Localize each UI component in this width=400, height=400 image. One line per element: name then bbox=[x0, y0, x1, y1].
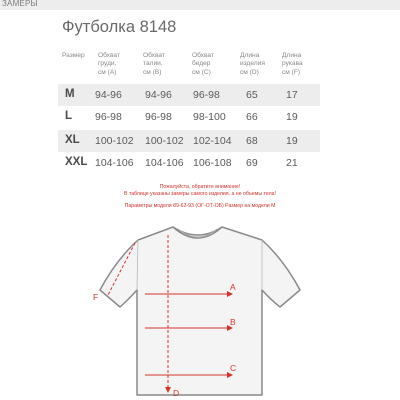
column-header-line: см (D) bbox=[240, 68, 259, 76]
note-measurements: В таблице указаны замеры самого изделия, а не объемы тела! bbox=[124, 191, 276, 197]
waist-cell: 100-102 bbox=[145, 135, 184, 147]
column-header-line: см (С) bbox=[192, 68, 211, 76]
column-header-line: Размер bbox=[62, 52, 85, 59]
header-bar bbox=[0, 0, 400, 10]
length-cell: 65 bbox=[246, 89, 258, 101]
column-header-line: Обхват bbox=[192, 52, 214, 59]
length-cell: 69 bbox=[246, 157, 258, 169]
column-header-line: бедер bbox=[192, 60, 211, 68]
column-header-length bbox=[240, 52, 265, 77]
hips-cell: 102-104 bbox=[193, 135, 232, 147]
column-header-line: груди, bbox=[98, 60, 117, 68]
column-header-line: рукава bbox=[282, 60, 303, 68]
waist-cell: 94-96 bbox=[145, 89, 172, 101]
sleeve-cell: 19 bbox=[286, 111, 298, 123]
size-cell: M bbox=[65, 88, 75, 100]
label-d: D bbox=[173, 388, 180, 398]
sleeve-cell: 21 bbox=[286, 157, 298, 169]
column-header-waist bbox=[143, 52, 165, 77]
label-a: A bbox=[230, 282, 236, 292]
header-label: ЗАМЕРЫ bbox=[2, 0, 38, 8]
column-header-line: см (В) bbox=[143, 68, 162, 76]
column-header-line: см (А) bbox=[98, 68, 117, 76]
column-header-line: Обхват bbox=[143, 52, 165, 59]
label-f: F bbox=[93, 292, 99, 302]
column-header-line: Длина bbox=[282, 52, 302, 59]
page-title: Футболка 8148 bbox=[62, 18, 177, 36]
tshirt-diagram bbox=[0, 215, 400, 400]
column-header-line: Обхват bbox=[98, 52, 120, 59]
length-cell: 66 bbox=[246, 111, 258, 123]
column-header-chest bbox=[98, 52, 120, 77]
chest-cell: 96-98 bbox=[95, 111, 122, 123]
chest-cell: 94-96 bbox=[95, 89, 122, 101]
length-cell: 68 bbox=[246, 135, 258, 147]
sleeve-cell: 17 bbox=[286, 89, 298, 101]
waist-cell: 104-106 bbox=[145, 157, 184, 169]
column-header-line: Длина bbox=[240, 52, 260, 59]
hips-cell: 106-108 bbox=[193, 157, 232, 169]
chest-cell: 100-102 bbox=[95, 135, 134, 147]
column-header-sleeve bbox=[282, 52, 303, 77]
label-c: C bbox=[230, 363, 237, 373]
chest-cell: 104-106 bbox=[95, 157, 134, 169]
note-model-params: Параметры модели 89-62-93 (ОГ-ОТ-ОБ) Размер на модели М bbox=[124, 203, 276, 209]
size-cell: L bbox=[65, 110, 73, 122]
waist-cell: 96-98 bbox=[145, 111, 172, 123]
sleeve-cell: 19 bbox=[286, 135, 298, 147]
hips-cell: 96-98 bbox=[193, 89, 220, 101]
hips-cell: 98-100 bbox=[193, 111, 226, 123]
column-header-hips bbox=[192, 52, 214, 77]
label-b: B bbox=[230, 317, 236, 327]
column-header-line: см (F) bbox=[282, 68, 301, 76]
note-attention: Пожалуйста, обратите внимание! bbox=[159, 184, 241, 190]
column-header-size bbox=[62, 52, 85, 60]
column-header-line: талии, bbox=[143, 60, 163, 68]
size-cell: XL bbox=[65, 134, 80, 146]
size-cell: XXL bbox=[65, 156, 88, 168]
column-header-line: изделия bbox=[240, 60, 265, 68]
